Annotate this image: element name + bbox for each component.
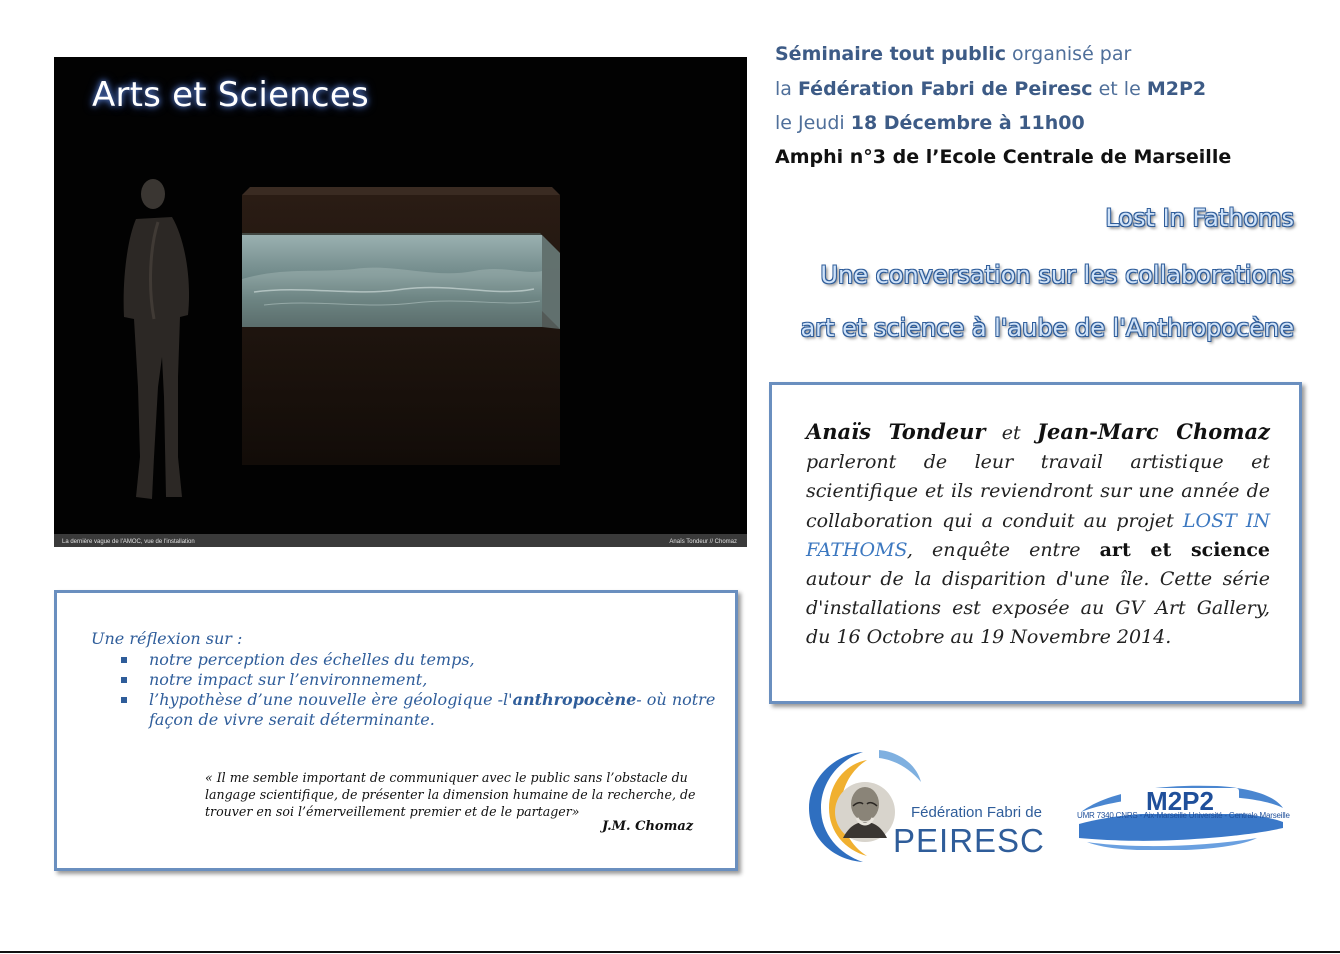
peiresc-logo: [805, 746, 1045, 864]
photo-caption-bar: [54, 534, 747, 547]
square-bullet-icon: [121, 657, 127, 663]
speaker-1: Anaïs Tondeur: [806, 419, 986, 444]
description-part-3: autour de la disparition d'une île. Cette série d'installations est exposée au GV Art Gallery, du 16 Octobre au 19 Novembre 2014.: [806, 568, 1270, 649]
anthropocene-term: anthropocène: [512, 690, 637, 709]
organiser-peiresc: Fédération Fabri de Peiresc: [797, 78, 1093, 100]
description-part-1: parleront de leur travail artistique et scientifique et ils reviendront sur une année de collaboration qui a conduit au projet: [806, 451, 1270, 532]
description-box: [769, 382, 1302, 704]
event-line-date: [775, 112, 1085, 134]
speakers-and: et: [985, 422, 1038, 444]
speaker-2: Jean-Marc Chomaz: [1037, 419, 1270, 444]
organisers-prefix: la: [775, 78, 798, 100]
chomaz-quote: « Il me semble important de communiquer avec le public sans l’obstacle du langage scientifique, de présenter la dimension humaine de la recherche, de trouver en soi l’émerveillement premier et de le partager»: [205, 770, 696, 819]
reflection-box: [54, 590, 738, 871]
reflection-item-1: notre perception des échelles du temps,: [149, 650, 475, 669]
photo-title: Arts et Sciences: [92, 75, 369, 115]
photo-caption-right: Anaïs Tondeur // Chomaz: [669, 539, 737, 545]
peiresc-logo-line-1: Fédération Fabri de: [911, 804, 1042, 821]
reflection-item-2: notre impact sur l’environnement,: [149, 670, 428, 689]
subtitle-line-2: art et science à l'aube de l'Anthropocène: [800, 314, 1294, 342]
event-line-organisers: [775, 78, 1206, 100]
reflection-intro: Une réflexion sur :: [91, 629, 243, 648]
subtitle-line-1: Une conversation sur les collaborations: [820, 261, 1294, 289]
reflection-item-3-cont: façon de vivre serait déterminante.: [149, 710, 435, 729]
reflection-item-3-pre: l’hypothèse d’une nouvelle ère géologique -l': [149, 690, 513, 709]
event-date: 18 Décembre à 11h00: [850, 112, 1085, 134]
quote-author: J.M. Chomaz: [602, 819, 694, 834]
event-venue: Amphi n°3 de l’Ecole Centrale de Marseille: [775, 146, 1232, 168]
list-item: [119, 670, 719, 690]
event-line-seminar: [775, 43, 1131, 65]
description-text: [806, 417, 1270, 653]
reflection-item-3-post: - où notre: [636, 690, 716, 709]
art-and-science: art et science: [1099, 538, 1270, 561]
list-item: [119, 690, 719, 710]
square-bullet-icon: [121, 697, 127, 703]
peiresc-logo-line-2: PEIRESC: [893, 822, 1045, 859]
event-line-venue: [775, 146, 1231, 168]
organiser-m2p2: M2P2: [1146, 78, 1207, 100]
list-item: [119, 650, 719, 670]
bottom-divider: [0, 951, 1340, 953]
project-name: LOST IN FATHOMS: [806, 509, 1270, 561]
organised-by: organisé par: [1006, 43, 1132, 65]
m2p2-logo-name: M2P2: [1146, 786, 1214, 816]
m2p2-logo: [1077, 782, 1290, 850]
main-title: Lost In Fathoms: [1105, 204, 1294, 232]
seminar-type: Séminaire tout public: [775, 43, 1006, 65]
organisers-and: et le: [1092, 78, 1147, 100]
square-bullet-icon: [121, 677, 127, 683]
reflection-list: [119, 650, 719, 730]
installation-photo: [54, 57, 747, 547]
description-part-2: , enquête entre: [906, 538, 1100, 561]
m2p2-logo-subtitle: UMR 7340 CNRS - Aix-Marseille Université - Centrale Marseille: [1077, 811, 1290, 820]
date-prefix: le Jeudi: [775, 112, 851, 134]
installation-illustration: [54, 57, 747, 547]
photo-caption-left: La dernière vague de l'AMOC, vue de l'installation: [62, 539, 195, 545]
